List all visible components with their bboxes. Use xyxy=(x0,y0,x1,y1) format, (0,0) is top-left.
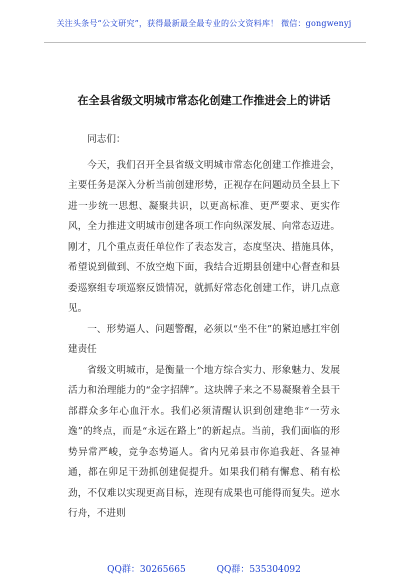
document-title: 在全县省级文明城市常态化创建工作推进会上的讲话 xyxy=(77,94,331,107)
header-banner: 关注头条号“公文研究”，获得最新最全最专业的公文资料库！ 微信：gongwenyj xyxy=(56,19,352,28)
footer-qq-group-2: QQ群：535304092 xyxy=(216,565,301,575)
footer xyxy=(0,562,408,575)
header-divider xyxy=(44,42,366,43)
footer-qq-group-1: QQ群：30265665 xyxy=(107,565,186,575)
paragraph-section-1: 省级文明城市，是衡量一个地方综合实力、形象魅力、发展活力和治理能力的“金字招牌”。这块牌子来之不易凝聚着全县干部群众多年心血汗水。我们必须清醒认识到创建绝非“一劳永逸”的终点，而是“永远在路上”的新起点。当前，我们面临的形势异常严峻，竞争态势逼人。省内兄弟县市你追我赶、各显神通，都在卯足干劲抓创建促提升。如果我们稍有懈怠、稍有松劲，不仅难以实现更高目标，连现有成果也可能得而复失。逆水行舟，不进则 xyxy=(68,364,340,519)
section-heading-1: 一、形势逼人、问题警醒，必须以“坐不住”的紧迫感扛牢创建责任 xyxy=(68,323,340,355)
paragraph-intro: 今天，我们召开全县省级文明城市常态化创建工作推进会，主要任务是深入分析当前创建形势，正视存在问题动员全县上下进一步统一思想、凝聚共识，以更高标准、更严要求、更实作风，全力推进文明城市创建各项工作向纵深发展、向常态迈进。刚才，几个重点责任单位作了表态发言，态度坚决、措施具体，希望说到做到、不放空炮下面，我结合近期县创建中心督查和县委巡察组专项巡察反馈情况，就抓好常态化创建工作，讲几点意见。 xyxy=(68,159,340,314)
salutation: 同志们： xyxy=(87,134,126,145)
document-body xyxy=(68,130,340,525)
